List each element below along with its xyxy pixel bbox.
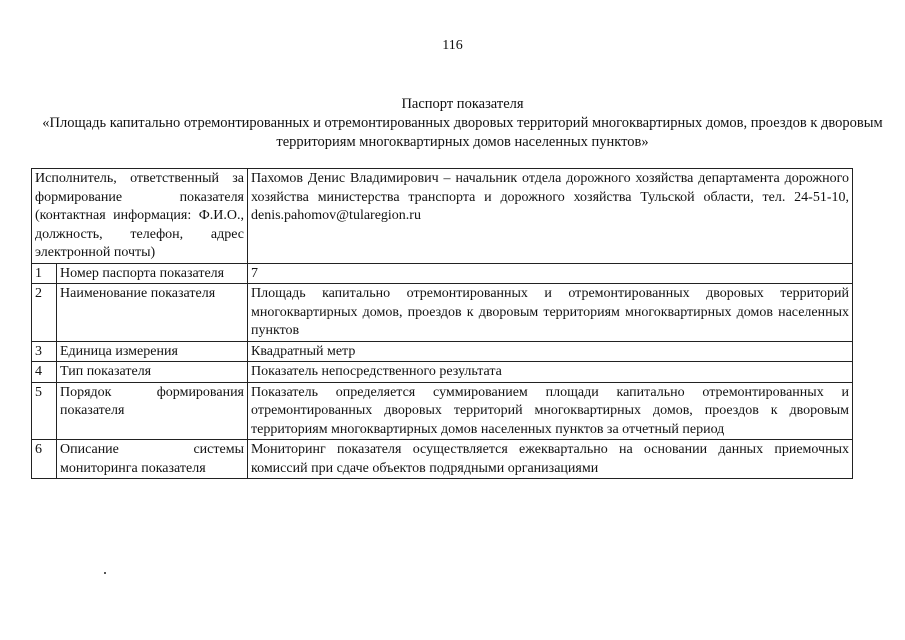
title-indicator-name: «Площадь капитально отремонтированных и отремонтированных дворовых территорий многоквартирных домов, проездов к дворовым территориям многоквартирных домов населенных пунктов» <box>42 115 883 150</box>
indicator-passport-table <box>31 168 853 479</box>
row-number: 5 <box>32 382 57 440</box>
table-row-executor <box>32 169 853 264</box>
row-label: Номер паспорта показателя <box>57 263 248 284</box>
row-number: 6 <box>32 440 57 479</box>
row-label: Наименование показателя <box>57 284 248 342</box>
row-label: Описание системы мониторинга показателя <box>57 440 248 479</box>
row-value: Площадь капитально отремонтированных и отремонтированных дворовых территорий многоквартирных домов, проездов к дворовым территориям многоквартирных домов населенных пунктов <box>248 284 853 342</box>
document-title <box>40 95 885 152</box>
row-value: 7 <box>248 263 853 284</box>
table-row <box>32 382 853 440</box>
row-number: 1 <box>32 263 57 284</box>
row-number: 2 <box>32 284 57 342</box>
row-value: Квадратный метр <box>248 341 853 362</box>
scan-speck <box>104 572 106 574</box>
title-heading: Паспорт показателя <box>401 96 524 112</box>
row-number: 4 <box>32 362 57 383</box>
row-number: 3 <box>32 341 57 362</box>
page-number: 116 <box>442 38 463 53</box>
row-value: Мониторинг показателя осуществляется ежеквартально на основании данных приемочных комиссий при сдаче объектов подрядными организациями <box>248 440 853 479</box>
row-value: Показатель определяется суммированием площади капитально отремонтированных и отремонтированных дворовых территорий многоквартирных домов, проездов к дворовым территориям многоквартирных домов населенных пунктов за отчетный период <box>248 382 853 440</box>
row-label: Порядок формирования показателя <box>57 382 248 440</box>
table-row <box>32 263 853 284</box>
executor-value: Пахомов Денис Владимирович – начальник отдела дорожного хозяйства департамента дорожного хозяйства министерства транспорта и дорожного хозяйства Тульской области, тел. 24-51-10, denis.pahomov@tularegion.ru <box>248 169 853 264</box>
row-label: Тип показателя <box>57 362 248 383</box>
row-value: Показатель непосредственного результата <box>248 362 853 383</box>
table-row <box>32 362 853 383</box>
row-label: Единица измерения <box>57 341 248 362</box>
table-row <box>32 440 853 479</box>
table-row <box>32 341 853 362</box>
executor-label: Исполнитель, ответственный за формирование показателя (контактная информация: Ф.И.О., должность, телефон, адрес электронной почты) <box>32 169 248 264</box>
table-row <box>32 284 853 342</box>
